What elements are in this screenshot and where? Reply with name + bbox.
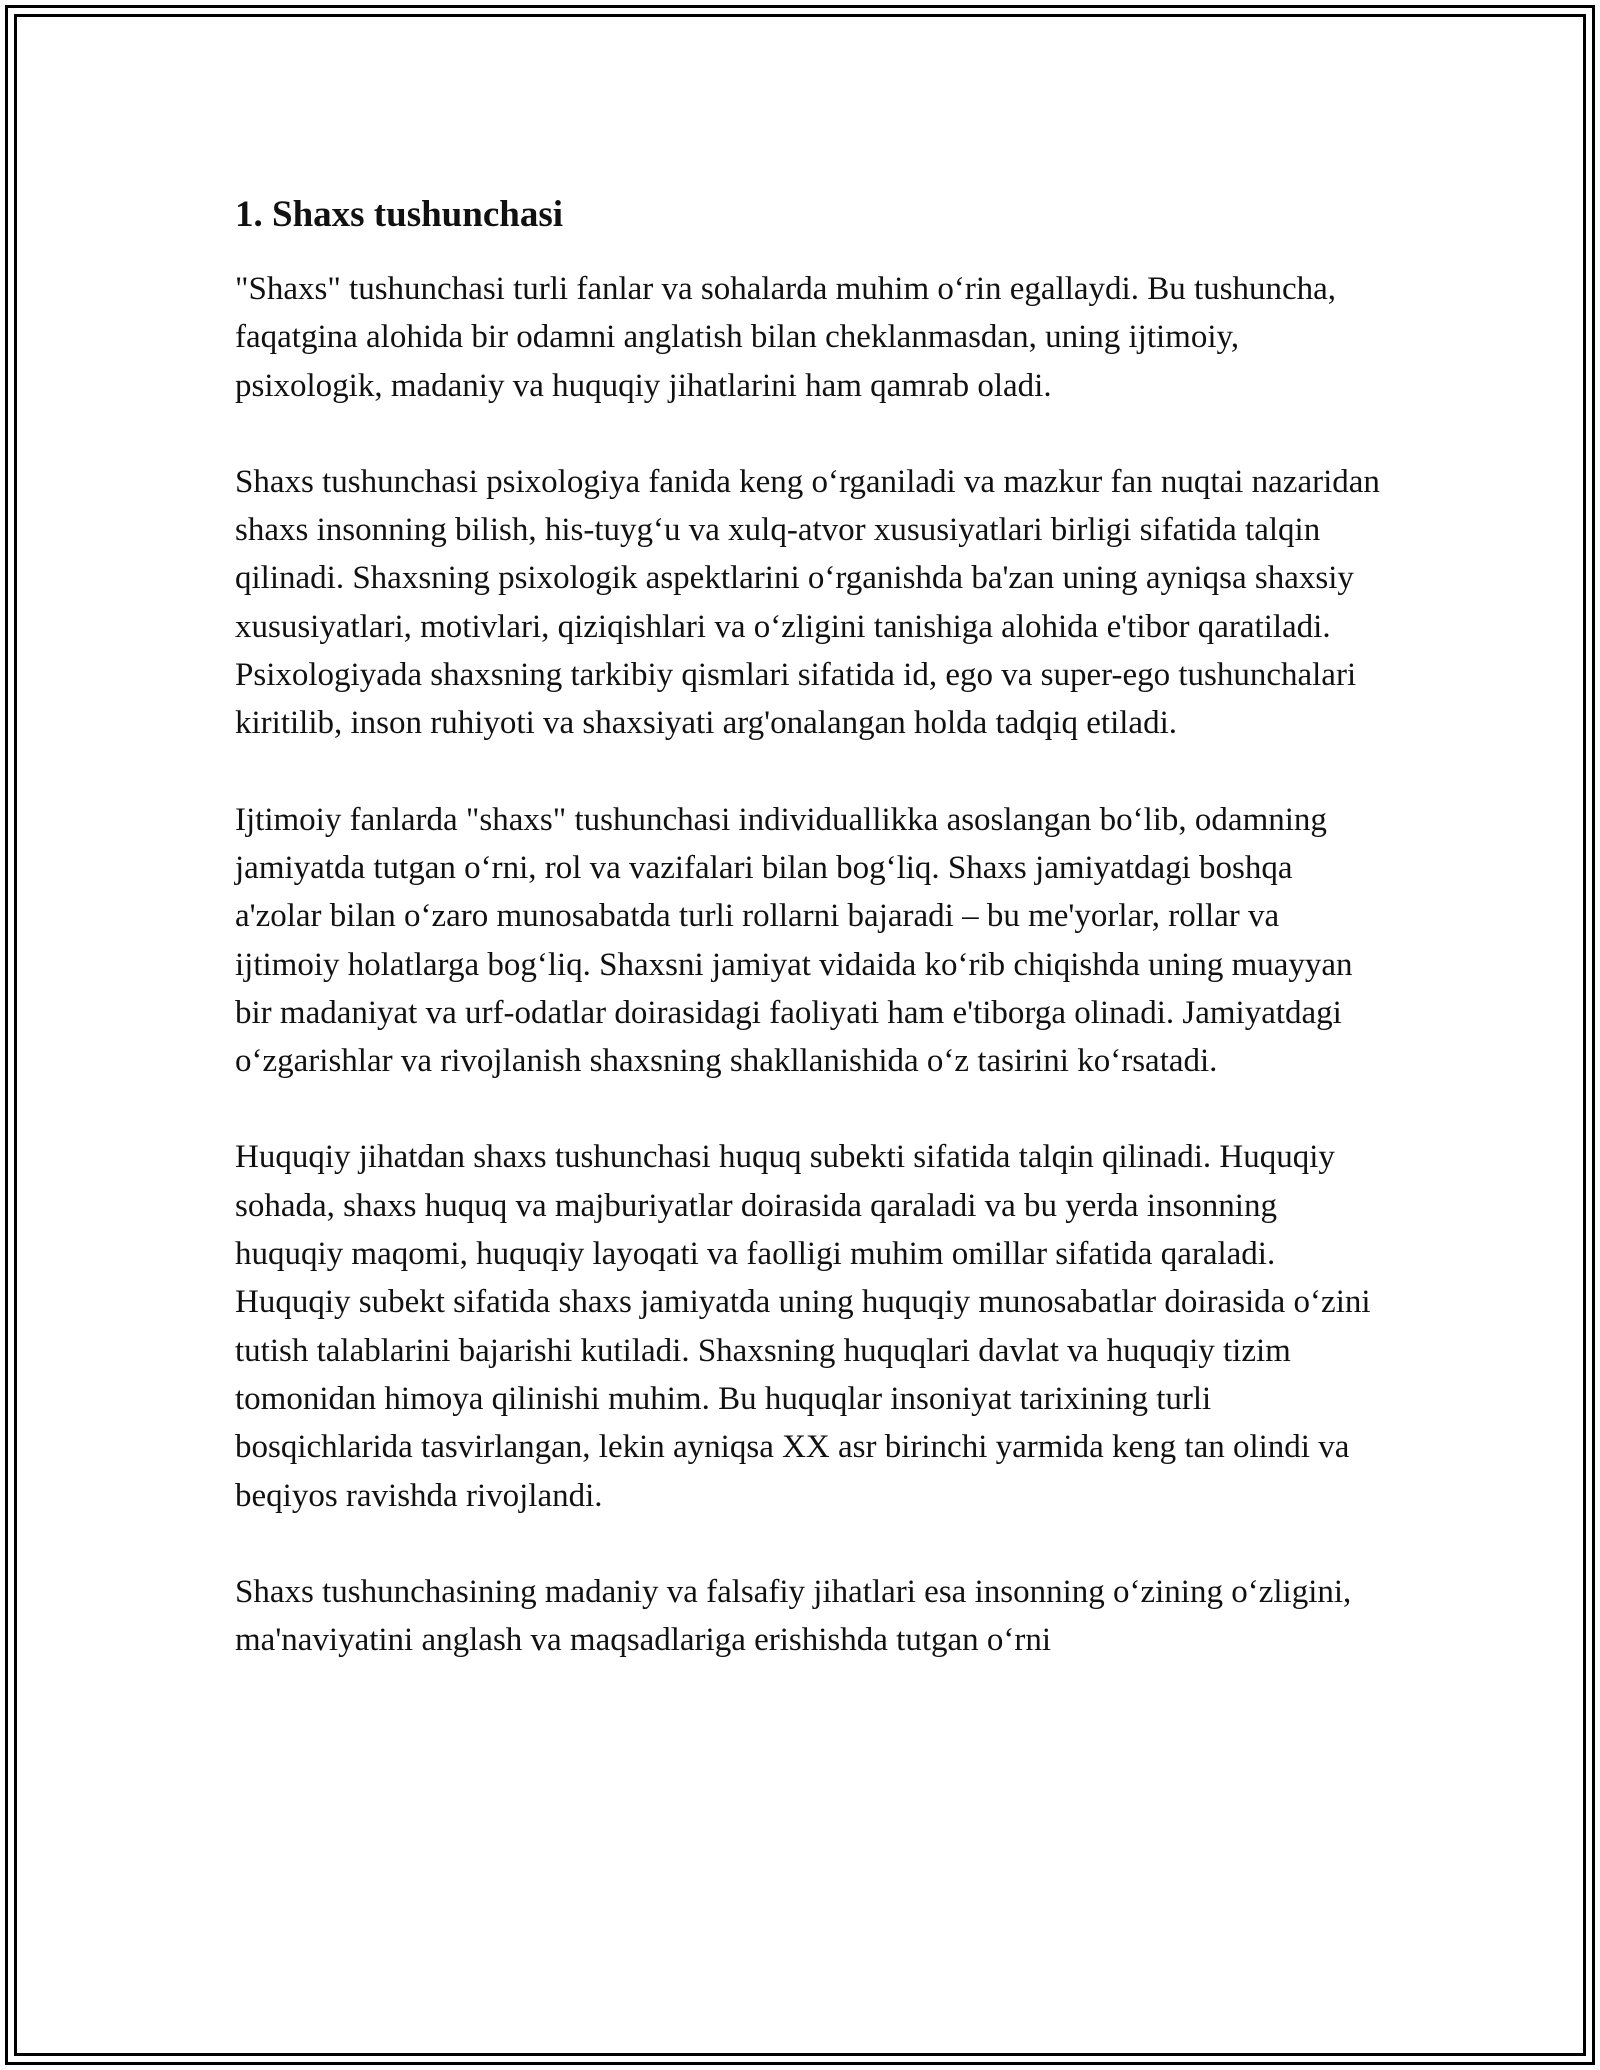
- paragraph-psychology: Shaxs tushunchasi psixologiya fanida keng oʻrganiladi va mazkur fan nuqtai nazaridan shaxs insonning bilish, his-tuygʻu va xulq-atvor xususiyatlari birligi sifatida talqin qilinadi. Shaxsning psixologik aspektlarini oʻrganishda ba'zan uning ayniqsa shaxsiy xususiyatlari, motivlari, qiziqishlari va oʻzligini tanishiga alohida e'tibor qaratiladi. Psixologiyada shaxsning tarkibiy qismlari sifatida id, ego va super-ego tushunchalari kiritilib, inson ruhiyoti va shaxsiyati arg'onalangan holda tadqiq etiladi.: [235, 463, 1380, 742]
- paragraph-social: Ijtimoiy fanlarda "shaxs" tushunchasi individuallikka asoslangan boʻlib, odamning jamiyatda tutgan oʻrni, rol va vazifalari bilan bogʻliq. Shaxs jamiyatdagi boshqa a'zolar bilan oʻzaro munosabatda turli rollarni bajaradi – bu me'yorlar, rollar va ijtimoiy holatlarga bogʻliq. Shaxsni jamiyat vidaida koʻrib chiqishda uning muayyan bir madaniyat va urf-odatlar doirasidagi faoliyati ham e'tiborga olinadi. Jamiyatdagi oʻzgarishlar va rivojlanish shaxsning shakllanishida oʻz tasirini koʻrsatadi.: [235, 801, 1353, 1080]
- paragraph-legal: Huquqiy jihatdan shaxs tushunchasi huquq subekti sifatida talqin qilinadi. Huquqiy sohada, shaxs huquq va majburiyatlar doirasida qaraladi va bu yerda insonning huquqiy maqomi, huquqiy layoqati va faolligi muhim omillar sifatida qaraladi. Huquqiy subekt sifatida shaxs jamiyatda uning huquqiy munosabatlar doirasida oʻzini tutish talablarini bajarishi kutiladi. Shaxsning huquqlari davlat va huquqiy tizim tomonidan himoya qilinishi muhim. Bu huquqlar insoniyat tarixining turli bosqichlarida tasvirlangan, lekin ayniqsa XX asr birinchi yarmida keng tan olindi va beqiyos ravishda rivojlandi.: [235, 1139, 1371, 1514]
- paragraph-cultural: Shaxs tushunchasining madaniy va falsafiy jihatlari esa insonning oʻzining oʻzligini, ma'naviyatini anglash va maqsadlariga erishishda tutgan oʻrni: [235, 1573, 1352, 1659]
- paragraph-intro: "Shaxs" tushunchasi turli fanlar va sohalarda muhim oʻrin egallaydi. Bu tushuncha, faqatgina alohida bir odamni anglatish bilan cheklanmasdan, uning ijtimoiy, psixologik, madaniy va huquqiy jihatlarini ham qamrab oladi.: [235, 271, 1337, 404]
- document-body: [235, 187, 1385, 1712]
- section-heading: 1. Shaxs tushunchasi: [235, 194, 564, 235]
